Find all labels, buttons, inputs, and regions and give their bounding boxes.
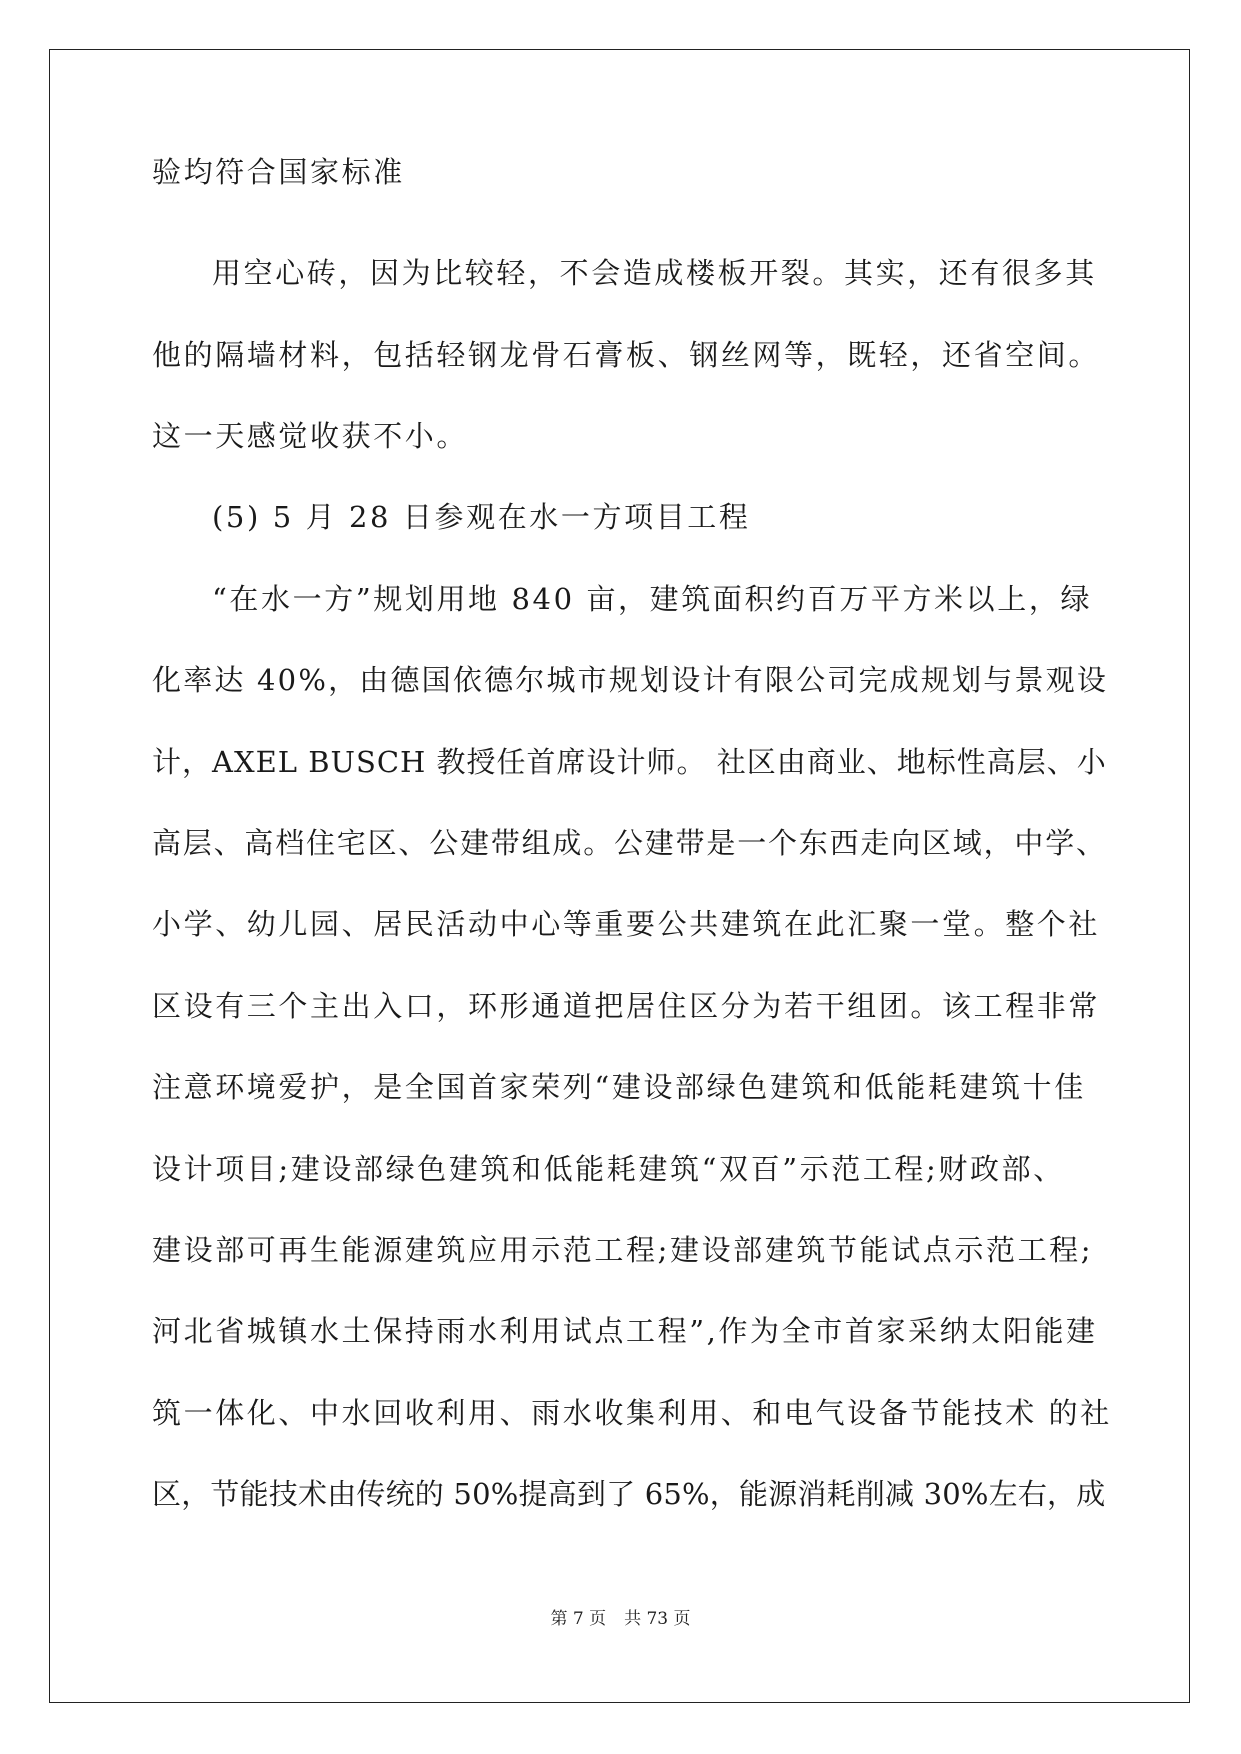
text-line: 用空心砖，因为比较轻，不会造成楼板开裂。其实，还有很多其	[212, 256, 1097, 290]
text-line: 验均符合国家标准	[152, 155, 405, 189]
text-line: 建设部可再生能源建筑应用示范工程;建设部建筑节能试点示范工程;	[152, 1233, 1094, 1267]
text-line: 区设有三个主出入口，环形通道把居住区分为若干组团。该工程非常	[152, 989, 1101, 1023]
text-line: 小学、幼儿园、居民活动中心等重要公共建筑在此汇聚一堂。整个社	[152, 907, 1101, 941]
page-border	[49, 49, 1190, 1703]
text-line: 河北省城镇水土保持雨水利用试点工程”,作为全市首家采纳太阳能建	[152, 1314, 1098, 1348]
text-line: 计，AXEL BUSCH 教授任首席设计师。 社区由商业、地标性高层、小	[152, 745, 1107, 779]
section-heading: (5) 5 月 28 日参观在水一方项目工程	[212, 500, 751, 534]
text-line: 他的隔墙材料，包括轻钢龙骨石膏板、钢丝网等，既轻，还省空间。	[152, 338, 1101, 372]
page-footer	[0, 1604, 1241, 1629]
text-line: 设计项目;建设部绿色建筑和低能耗建筑“双百”示范工程;财政部、	[152, 1152, 1065, 1186]
text-line: 这一天感觉收获不小。	[152, 419, 469, 453]
text-line: “在水一方”规划用地 840 亩，建筑面积约百万平方米以上，绿	[212, 582, 1093, 616]
text-line: 化率达 40%，由德国依德尔城市规划设计有限公司完成规划与景观设	[152, 663, 1109, 697]
page-number: 第 7 页	[550, 1609, 607, 1629]
page-total: 共 73 页	[624, 1609, 691, 1629]
text-line: 高层、高档住宅区、公建带组成。公建带是一个东西走向区域，中学、	[152, 826, 1107, 860]
text-line: 注意环境爱护，是全国首家荣列“建设部绿色建筑和低能耗建筑十佳	[152, 1070, 1086, 1104]
text-line: 筑一体化、中水回收利用、雨水收集利用、和电气设备节能技术 的社	[152, 1396, 1112, 1430]
text-line: 区，节能技术由传统的 50%提高到了 65%，能源消耗削减 30%左右，成	[152, 1477, 1106, 1511]
